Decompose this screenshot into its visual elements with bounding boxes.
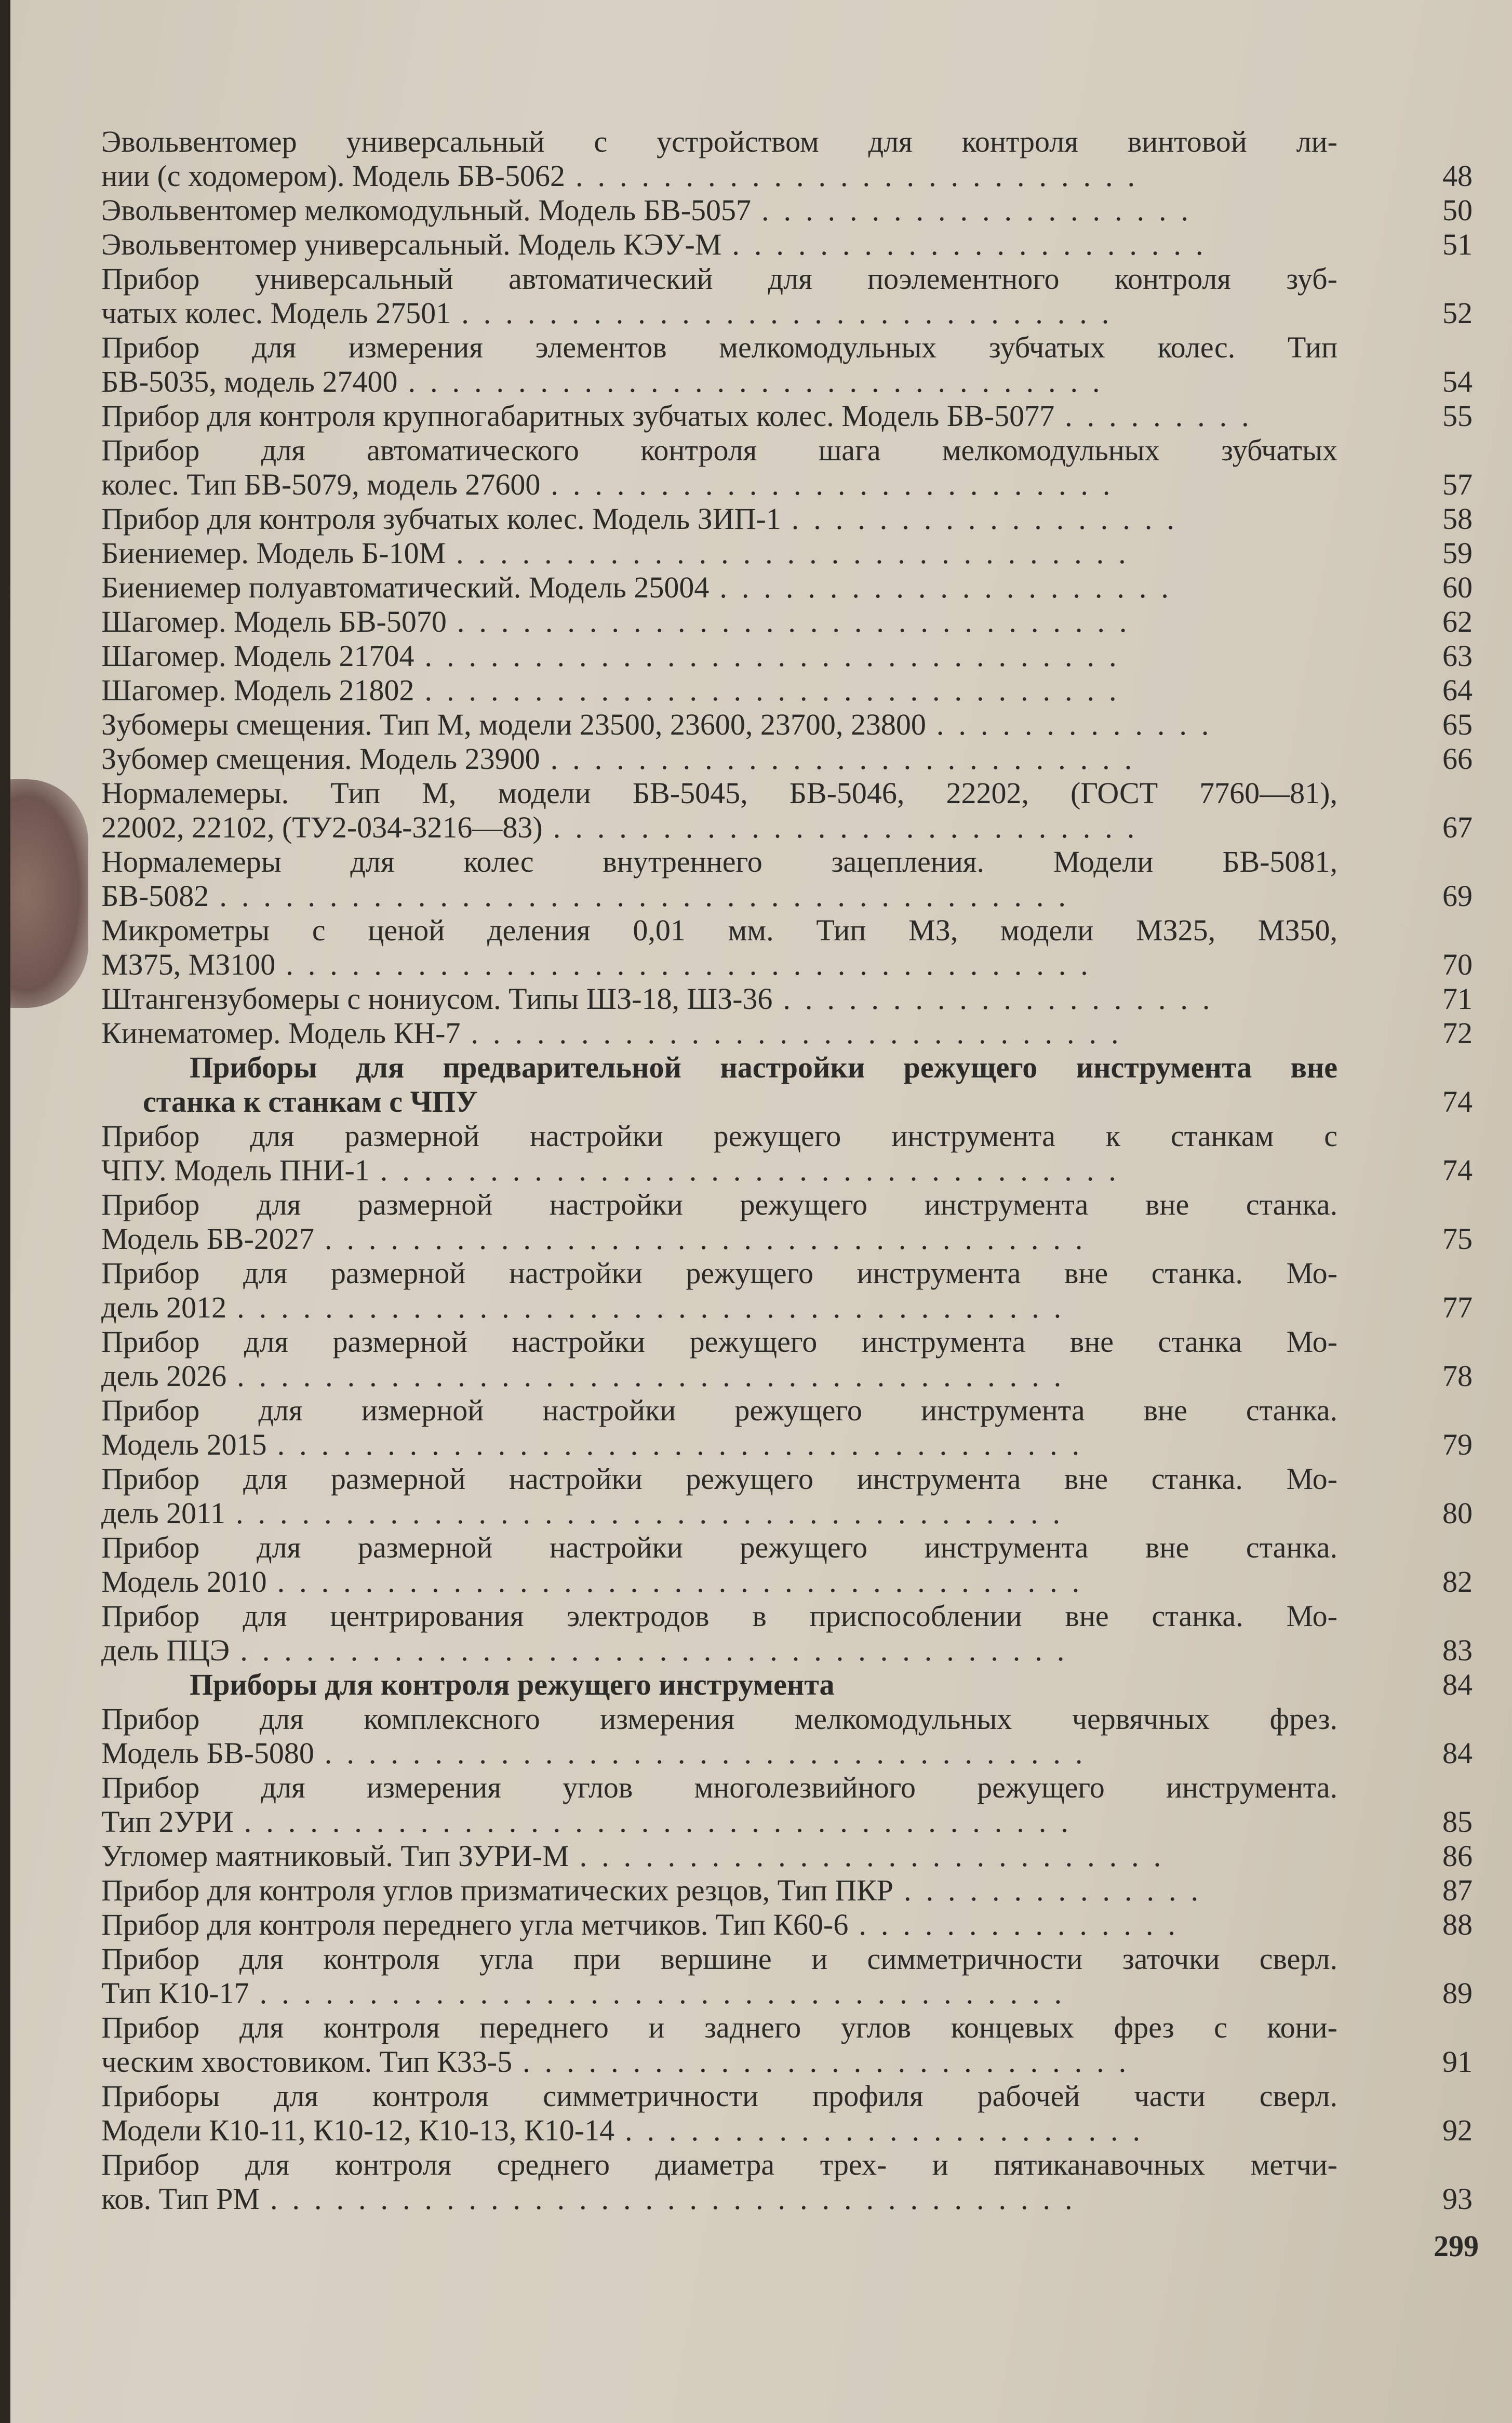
toc-page-number: 79 <box>1442 1428 1473 1461</box>
toc-page-number: 87 <box>1442 1873 1473 1907</box>
toc-entry-line <box>101 1188 1337 1222</box>
toc-entry-text: колес. Тип БВ-5079, модель 27600 <box>101 468 541 501</box>
toc-page-number: 62 <box>1442 605 1473 638</box>
toc-entry-line <box>101 433 1337 468</box>
toc-entry-text: БВ-5035, модель 27400 <box>101 365 398 398</box>
toc-entry-line <box>101 365 1337 399</box>
leader-dots: .................... <box>783 982 1225 1016</box>
toc-entry-line <box>101 193 1337 228</box>
toc-entry-text: Кинематомер. Модель КН-7 <box>101 1016 461 1050</box>
toc-entry-text: Биениемер полуавтоматический. Модель 25004 <box>101 570 710 604</box>
toc-page-number: 74 <box>1442 1153 1473 1187</box>
toc-page-number: 74 <box>1442 1085 1473 1119</box>
toc-entry-line <box>101 2011 1337 2045</box>
toc-entry-text: Биениемер. Модель Б-10М <box>101 536 446 570</box>
toc-entry-text: Прибор для размерной настройки режущего инструмента вне станка. Мо- <box>101 1462 1337 1496</box>
toc-entry-line <box>101 1119 1337 1153</box>
toc-page-number: 88 <box>1442 1908 1473 1941</box>
toc-entry-line <box>101 296 1337 330</box>
toc-entry-line <box>101 708 1337 742</box>
toc-entry <box>101 605 1493 639</box>
leader-dots: ............... <box>859 1908 1190 1941</box>
toc-entry-line <box>101 1702 1337 1736</box>
toc-entry-text: Модель БВ-2027 <box>101 1222 314 1256</box>
toc-entry <box>101 536 1493 570</box>
toc-page-number: 78 <box>1442 1359 1473 1393</box>
leader-dots: ....................................... <box>219 879 1080 913</box>
toc-entry-text: Прибор для размерной настройки режущего инструмента к станкам с <box>101 1119 1337 1153</box>
leader-dots: ......... <box>1065 399 1264 433</box>
toc-entry-text: Прибор для размерной настройки режущего инструмента вне станка Мо- <box>101 1325 1337 1359</box>
toc-page-number: 50 <box>1442 193 1473 227</box>
toc-entry-text: Нормалемеры. Тип М, модели БВ-5045, БВ-5046, 22202, (ГОСТ 7760—81), <box>101 776 1337 810</box>
toc-entry-line <box>101 1976 1337 2011</box>
leader-dots: ..................................... <box>286 948 1103 981</box>
leader-dots: ..................................... <box>259 1976 1077 2010</box>
toc-entry-text: Прибор для измерной настройки режущего инструмента вне станка. <box>101 1393 1337 1427</box>
leader-dots: ........................... <box>550 742 1147 776</box>
toc-entry-text: дель 2011 <box>101 1496 225 1530</box>
leader-dots: .................................. <box>380 1153 1131 1187</box>
toc-entry <box>101 776 1493 845</box>
toc-entry-text: МЗ75, МЗ100 <box>101 948 276 981</box>
toc-page-number: 58 <box>1442 502 1473 536</box>
leader-dots: ...................................... <box>236 1496 1075 1530</box>
toc-entry-line <box>101 810 1337 845</box>
leader-dots: ...................................... <box>237 1290 1076 1324</box>
toc-entry-line <box>101 1599 1337 1633</box>
toc-entry-line <box>101 2113 1337 2148</box>
toc-section-heading <box>101 1668 1493 1702</box>
toc-entry-line <box>101 1359 1337 1393</box>
toc-entry-line <box>101 913 1337 948</box>
toc-entry-text: Прибор для измерения углов многолезвийного режущего инструмента. <box>101 1770 1337 1804</box>
toc-entry <box>101 330 1493 399</box>
toc-entry-line <box>101 1222 1337 1256</box>
toc-entry-line <box>101 1805 1337 1839</box>
toc-entry-line <box>101 1496 1337 1530</box>
toc-page-number: 80 <box>1442 1496 1473 1530</box>
toc-entry-line <box>101 570 1337 605</box>
toc-page-number: 51 <box>1442 228 1473 261</box>
toc-page-number: 91 <box>1442 2045 1473 2079</box>
toc-entry-line <box>101 502 1337 536</box>
toc-entry-line <box>101 1085 1337 1119</box>
toc-entry-line <box>101 1462 1337 1496</box>
toc-entry-line <box>101 1016 1337 1050</box>
toc-entry-line <box>101 1770 1337 1805</box>
toc-entry-line <box>101 1325 1337 1359</box>
toc-entry-line <box>101 1942 1337 1976</box>
toc-entry <box>101 1839 1493 1873</box>
toc-entry-text: Шагомер. Модель 21802 <box>101 673 414 707</box>
toc-entry-text: Прибор для контроля углов призматических резцов, Тип ПКР <box>101 1873 894 1907</box>
toc-entry-text: Модель 2010 <box>101 1565 267 1599</box>
toc-entry-text: Модель 2015 <box>101 1428 267 1461</box>
toc-entry-text: Приборы для контроля симметричности профиля рабочей части сверл. <box>101 2079 1337 2113</box>
toc-entry <box>101 2079 1493 2148</box>
toc-entry <box>101 982 1493 1016</box>
toc-page-number: 65 <box>1442 708 1473 741</box>
toc-entry <box>101 1119 1493 1188</box>
leader-dots: ................................... <box>324 1736 1098 1770</box>
toc-page-number: 63 <box>1442 639 1473 673</box>
toc-entry-text: Нормалемеры для колес внутреннего зацепления. Модели БВ-5081, <box>101 845 1337 878</box>
toc-entry-line <box>101 776 1337 810</box>
leader-dots: ...................................... <box>240 1633 1079 1667</box>
toc-entry <box>101 1908 1493 1942</box>
toc-entry-line <box>101 330 1337 365</box>
leader-dots: ...................................... <box>237 1359 1076 1393</box>
toc-entry-line <box>101 639 1337 673</box>
toc-entry-text: Штангензубомеры с нониусом. Типы ШЗ-18, ШЗ-36 <box>101 982 773 1016</box>
leader-dots: ..................................... <box>277 1428 1094 1461</box>
toc-entry <box>101 639 1493 673</box>
toc-entry-text: Модели К10-11, К10-12, К10-13, К10-14 <box>101 2113 615 2147</box>
toc-entry-line <box>101 742 1337 776</box>
leader-dots: ..................................... <box>277 1565 1094 1599</box>
toc-entry-line <box>101 2079 1337 2113</box>
toc-page-number: 77 <box>1442 1290 1473 1324</box>
toc-entry <box>101 1188 1493 1256</box>
leader-dots: .................. <box>791 502 1189 536</box>
toc-page-number: 55 <box>1442 399 1473 433</box>
toc-entry-line <box>101 605 1337 639</box>
toc-entry-text: Шагомер. Модель БВ-5070 <box>101 605 447 638</box>
leader-dots: ...................................... <box>244 1805 1083 1839</box>
leader-dots: .......................... <box>551 468 1125 501</box>
toc-entry-text: Прибор для контроля переднего и заднего углов концевых фрез с кони- <box>101 2011 1337 2044</box>
toc-entry <box>101 1599 1493 1668</box>
toc-entry-text: Прибор для контроля угла при вершине и симметричности заточки сверл. <box>101 1942 1337 1976</box>
leader-dots: ........................ <box>625 2113 1155 2147</box>
toc-entry-text: дель 2012 <box>101 1290 227 1324</box>
toc-entry-text: ков. Тип РМ <box>101 2182 260 2216</box>
toc-entry <box>101 1393 1493 1462</box>
book-page <box>10 0 1512 2423</box>
toc-entry-line <box>101 1873 1337 1908</box>
toc-entry-line <box>101 1256 1337 1290</box>
toc-entry <box>101 262 1493 330</box>
toc-entry <box>101 1325 1493 1393</box>
toc-page-number: 57 <box>1442 468 1473 501</box>
toc-entry-text: Модель БВ-5080 <box>101 1736 314 1770</box>
toc-entry-line <box>101 228 1337 262</box>
toc-entry-text: Прибор для контроля переднего угла метчиков. Тип К60-6 <box>101 1908 849 1941</box>
toc-entry-line <box>101 1530 1337 1565</box>
toc-entry-text: Эвольвентомер универсальный. Модель КЭУ-М <box>101 228 722 261</box>
toc-entry-line <box>101 262 1337 296</box>
leader-dots: ..................................... <box>270 2182 1087 2216</box>
toc-entry-text: станка к станкам с ЧПУ <box>143 1085 478 1119</box>
toc-entry <box>101 1530 1493 1599</box>
toc-entry-line <box>101 1428 1337 1462</box>
toc-entry <box>101 1256 1493 1325</box>
toc-entry-text: дель 2026 <box>101 1359 227 1393</box>
toc-page-number: 84 <box>1442 1736 1473 1770</box>
toc-page-number: 59 <box>1442 536 1473 570</box>
toc-entry-line <box>101 845 1337 879</box>
toc-entry <box>101 1942 1493 2011</box>
toc-entry <box>101 1462 1493 1530</box>
toc-entry-text: Зубомеры смещения. Тип М, модели 23500, 23600, 23700, 23800 <box>101 708 926 741</box>
toc-entry <box>101 2011 1493 2079</box>
toc-entry-text: Прибор для контроля среднего диаметра трех- и пятиканавочных метчи- <box>101 2148 1337 2181</box>
toc-entry <box>101 913 1493 982</box>
toc-entry-text: Эвольвентомер мелкомодульный. Модель БВ-5057 <box>101 193 752 227</box>
toc-page-number: 84 <box>1442 1668 1473 1701</box>
toc-entry-text: Тип 2УРИ <box>101 1805 234 1839</box>
leader-dots: .......................... <box>575 159 1149 193</box>
toc-entry-line <box>101 1050 1337 1085</box>
toc-entry-line <box>101 1839 1337 1873</box>
toc-entry <box>101 193 1493 228</box>
toc-entry-line <box>101 1668 1337 1702</box>
toc-entry-line <box>101 2045 1337 2079</box>
toc-page-number: 71 <box>1442 982 1473 1016</box>
toc-entry-text: Тип К10-17 <box>101 1976 249 2010</box>
toc-entry-line <box>101 1633 1337 1668</box>
toc-entry-line <box>101 468 1337 502</box>
toc-entry-text: Прибор для автоматического контроля шага мелкомодульных зубчатых <box>101 433 1337 467</box>
toc-page-number: 64 <box>1442 673 1473 707</box>
toc-entry <box>101 433 1493 502</box>
toc-page-number: 66 <box>1442 742 1473 776</box>
leader-dots: ........................... <box>579 1839 1176 1873</box>
leader-dots: ............................... <box>456 536 1141 570</box>
toc-entry-line <box>101 1736 1337 1770</box>
toc-page-number: 54 <box>1442 365 1473 398</box>
page-number: 299 <box>1434 2229 1479 2263</box>
toc-page-number: 85 <box>1442 1805 1473 1839</box>
toc-entry-text: 22002, 22102, (ТУ2-034-3216—83) <box>101 810 543 844</box>
toc-entry <box>101 570 1493 605</box>
toc-entry <box>101 399 1493 433</box>
toc-page-number: 70 <box>1442 948 1473 981</box>
toc-entry <box>101 502 1493 536</box>
leader-dots: ................................... <box>324 1222 1098 1256</box>
toc-page-number: 82 <box>1442 1565 1473 1599</box>
toc-entry-text: Эвольвентомер универсальный с устройством для контроля винтовой ли- <box>101 125 1337 158</box>
toc-entry-text: Прибор для контроля крупногабаритных зубчатых колес. Модель БВ-5077 <box>101 399 1055 433</box>
toc-entry-line <box>101 1153 1337 1188</box>
toc-entry-text: Прибор для размерной настройки режущего инструмента вне станка. Мо- <box>101 1256 1337 1290</box>
toc-page-number: 83 <box>1442 1633 1473 1667</box>
toc-entry-text: Прибор для размерной настройки режущего инструмента вне станка. <box>101 1530 1337 1564</box>
toc-entry-line <box>101 1565 1337 1599</box>
leader-dots: ............................... <box>457 605 1142 638</box>
toc-entry <box>101 1702 1493 1770</box>
thumb-shadow <box>10 779 88 1008</box>
leader-dots: ................................ <box>408 365 1115 398</box>
toc-entry <box>101 228 1493 262</box>
leader-dots: ................................ <box>424 673 1131 707</box>
toc-entry-text: нии (с ходомером). Модель БВ-5062 <box>101 159 565 193</box>
toc-entry-text: Зубомер смещения. Модель 23900 <box>101 742 540 776</box>
toc-page-number: 67 <box>1442 810 1473 844</box>
toc-page-number: 60 <box>1442 570 1473 604</box>
toc-entry-text: Шагомер. Модель 21704 <box>101 639 414 673</box>
leader-dots: .................... <box>761 193 1203 227</box>
toc-entry-text: БВ-5082 <box>101 879 209 913</box>
toc-page-number: 93 <box>1442 2182 1473 2216</box>
leader-dots: .............................. <box>471 1016 1133 1050</box>
toc-entry-line <box>101 399 1337 433</box>
toc-entry-line <box>101 982 1337 1016</box>
toc-entry <box>101 2148 1493 2216</box>
toc-entry-line <box>101 879 1337 913</box>
leader-dots: .............. <box>904 1873 1213 1907</box>
toc-entry-text: дель ПЦЭ <box>101 1633 230 1667</box>
toc-entry-line <box>101 159 1337 193</box>
leader-dots: .............................. <box>461 296 1124 330</box>
toc-entry-line <box>101 948 1337 982</box>
leader-dots: ............................ <box>523 2045 1141 2079</box>
toc-entry-text: ЧПУ. Модель ПНИ-1 <box>101 1153 370 1187</box>
toc-page-number: 75 <box>1442 1222 1473 1256</box>
leader-dots: ............. <box>936 708 1224 741</box>
leader-dots: ........................... <box>553 810 1149 844</box>
toc-page-number: 48 <box>1442 159 1473 193</box>
toc-page-number: 52 <box>1442 296 1473 330</box>
leader-dots: ................................ <box>424 639 1131 673</box>
toc-entry-line <box>101 1290 1337 1325</box>
toc-entry <box>101 742 1493 776</box>
toc-entry <box>101 1873 1493 1908</box>
toc-entry-text: Приборы для предварительной настройки режущего инструмента вне <box>190 1050 1337 1084</box>
toc-entry-text: Прибор для центрирования электродов в приспособлении вне станка. Мо- <box>101 1599 1337 1633</box>
toc-entry <box>101 845 1493 913</box>
toc-page-number: 69 <box>1442 879 1473 913</box>
toc-entry-text: Прибор для размерной настройки режущего инструмента вне станка. <box>101 1188 1337 1221</box>
toc-entry-text: Приборы для контроля режущего инструмента <box>190 1668 835 1701</box>
toc-page-number: 92 <box>1442 2113 1473 2147</box>
toc-entry <box>101 1770 1493 1839</box>
toc-entry-line <box>101 536 1337 570</box>
toc-entry <box>101 673 1493 708</box>
toc-entry-text: Угломер маятниковый. Тип ЗУРИ-М <box>101 1839 569 1873</box>
leader-dots: ...................... <box>732 228 1218 261</box>
toc-entry-line <box>101 2182 1337 2216</box>
toc-entry-text: чатых колес. Модель 27501 <box>101 296 451 330</box>
toc-entry-line <box>101 673 1337 708</box>
toc-entry-line <box>101 1393 1337 1428</box>
toc-page-number: 89 <box>1442 1976 1473 2010</box>
toc-page-number: 72 <box>1442 1016 1473 1050</box>
toc-entry-line <box>101 2148 1337 2182</box>
toc-page-number: 86 <box>1442 1839 1473 1873</box>
toc-section-heading <box>101 1050 1493 1119</box>
toc-entry <box>101 708 1493 742</box>
table-of-contents <box>101 125 1493 2216</box>
toc-entry-text: Прибор универсальный автоматический для поэлементного контроля зуб- <box>101 262 1337 296</box>
toc-entry-line <box>101 1908 1337 1942</box>
toc-entry <box>101 125 1493 193</box>
toc-entry <box>101 1016 1493 1050</box>
leader-dots: ..................... <box>719 570 1183 604</box>
toc-entry-text: Микрометры с ценой деления 0,01 мм. Тип МЗ, модели МЗ25, МЗ50, <box>101 913 1337 947</box>
toc-entry-text: Прибор для контроля зубчатых колес. Модель ЗИП-1 <box>101 502 781 536</box>
toc-entry-line <box>101 125 1337 159</box>
toc-entry-text: Прибор для измерения элементов мелкомодульных зубчатых колес. Тип <box>101 330 1337 364</box>
toc-entry-text: ческим хвостовиком. Тип К33-5 <box>101 2045 513 2079</box>
toc-entry-text: Прибор для комплексного измерения мелкомодульных червячных фрез. <box>101 1702 1337 1736</box>
